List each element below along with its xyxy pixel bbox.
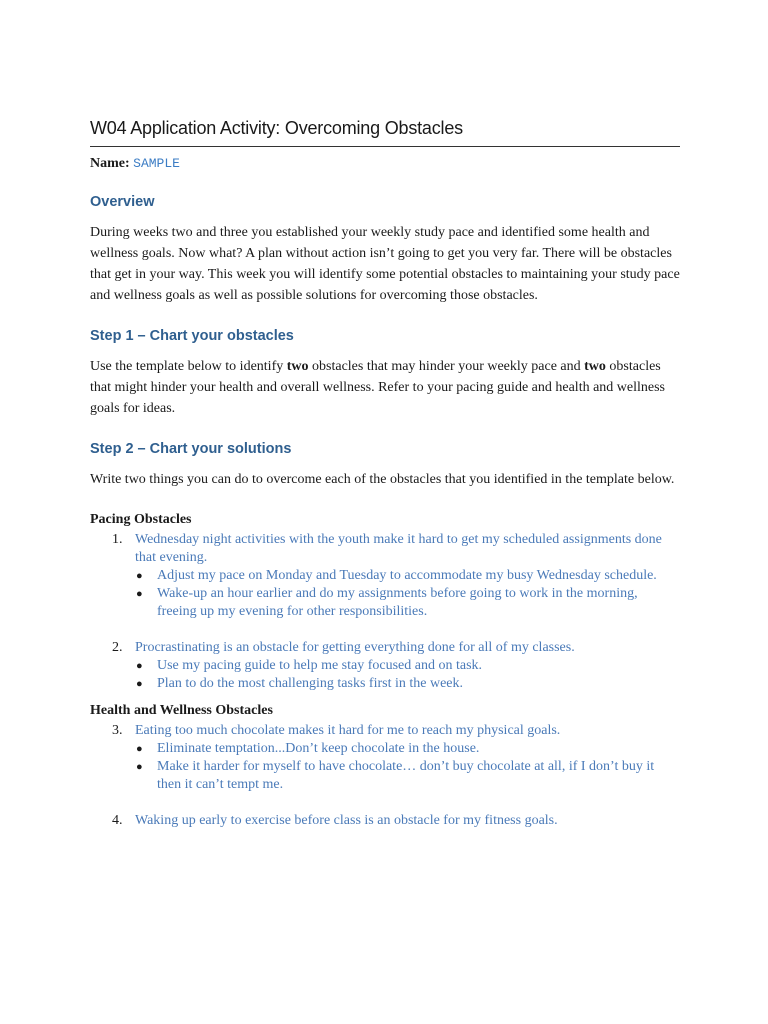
bullet-icon: ● xyxy=(136,588,143,600)
step1-text-part1: Use the template below to identify xyxy=(90,359,287,374)
page-title: W04 Application Activity: Overcoming Obstacles xyxy=(90,118,680,147)
name-label: Name: xyxy=(90,156,130,171)
obstacle-number: 3. xyxy=(112,723,123,738)
obstacle-number: 1. xyxy=(112,532,123,547)
bullet-icon: ● xyxy=(136,678,143,690)
health-obstacles-list xyxy=(90,722,680,830)
obstacle-item xyxy=(90,531,680,621)
solutions-list xyxy=(135,657,680,693)
name-value: SAMPLE xyxy=(133,156,180,171)
step2-heading: Step 2 – Chart your solutions xyxy=(90,441,292,457)
solution-item xyxy=(135,675,680,693)
solutions-list xyxy=(135,567,680,621)
step1-bold-two-2: two xyxy=(584,359,606,374)
solution-item xyxy=(135,657,680,675)
overview-text: During weeks two and three you established your weekly study pace and identified some health and wellness goals. Now what? A plan without action isn’t going to get you very far. There will be obstacles that get in your way. This week you will identify some potential obstacles to maintaining your study pace and wellness goals as well as possible solutions for overcoming those obstacles. xyxy=(90,225,680,303)
solution-text: Use my pacing guide to help me stay focused and on task. xyxy=(157,658,483,673)
bullet-icon: ● xyxy=(136,761,143,773)
solutions-list xyxy=(135,740,680,794)
obstacle-number: 4. xyxy=(112,813,123,828)
solution-text: Plan to do the most challenging tasks first in the week. xyxy=(157,676,464,691)
obstacle-text: Procrastinating is an obstacle for getting everything done for all of my classes. xyxy=(135,640,575,655)
overview-heading: Overview xyxy=(90,194,155,210)
step1-heading: Step 1 – Chart your obstacles xyxy=(90,328,294,344)
solution-item xyxy=(135,585,680,621)
step1-text-part3: obstacles that might hinder your health and overall wellness. Refer to your pacing guide and health and wellness goals for ideas. xyxy=(90,359,666,416)
bullet-icon: ● xyxy=(136,743,143,755)
obstacle-text: Wednesday night activities with the youth make it hard to get my scheduled assignments done that evening. xyxy=(135,532,662,565)
solution-item xyxy=(135,758,680,794)
document-page xyxy=(90,118,680,830)
obstacle-item xyxy=(90,812,680,830)
solution-text: Make it harder for myself to have chocolate… don’t buy chocolate at all, if I don’t buy it then it can’t tempt me. xyxy=(157,759,655,792)
pacing-obstacles-heading: Pacing Obstacles xyxy=(90,512,192,527)
health-obstacles-heading: Health and Wellness Obstacles xyxy=(90,703,273,718)
obstacle-number: 2. xyxy=(112,640,123,655)
solution-text: Eliminate temptation...Don’t keep chocolate in the house. xyxy=(157,741,480,756)
pacing-obstacles-list xyxy=(90,531,680,693)
name-line xyxy=(90,156,680,172)
solution-item xyxy=(135,567,680,585)
step1-bold-two-1: two xyxy=(286,359,309,374)
bullet-icon: ● xyxy=(136,660,143,672)
solution-text: Wake-up an hour earlier and do my assignments before going to work in the morning, freeing up my evening for other responsibilities. xyxy=(157,586,638,619)
solution-item xyxy=(135,740,680,758)
obstacle-text: Waking up early to exercise before class is an obstacle for my fitness goals. xyxy=(135,813,558,828)
obstacle-item xyxy=(90,639,680,693)
obstacle-text: Eating too much chocolate makes it hard for me to reach my physical goals. xyxy=(135,723,561,738)
bullet-icon: ● xyxy=(136,570,143,582)
solution-text: Adjust my pace on Monday and Tuesday to accommodate my busy Wednesday schedule. xyxy=(157,568,657,583)
obstacle-item xyxy=(90,722,680,794)
step1-text-part2: obstacles that may hinder your weekly pace and xyxy=(308,359,585,374)
step1-text xyxy=(90,356,680,419)
step2-text: Write two things you can do to overcome each of the obstacles that you identified in the template below. xyxy=(90,472,675,487)
